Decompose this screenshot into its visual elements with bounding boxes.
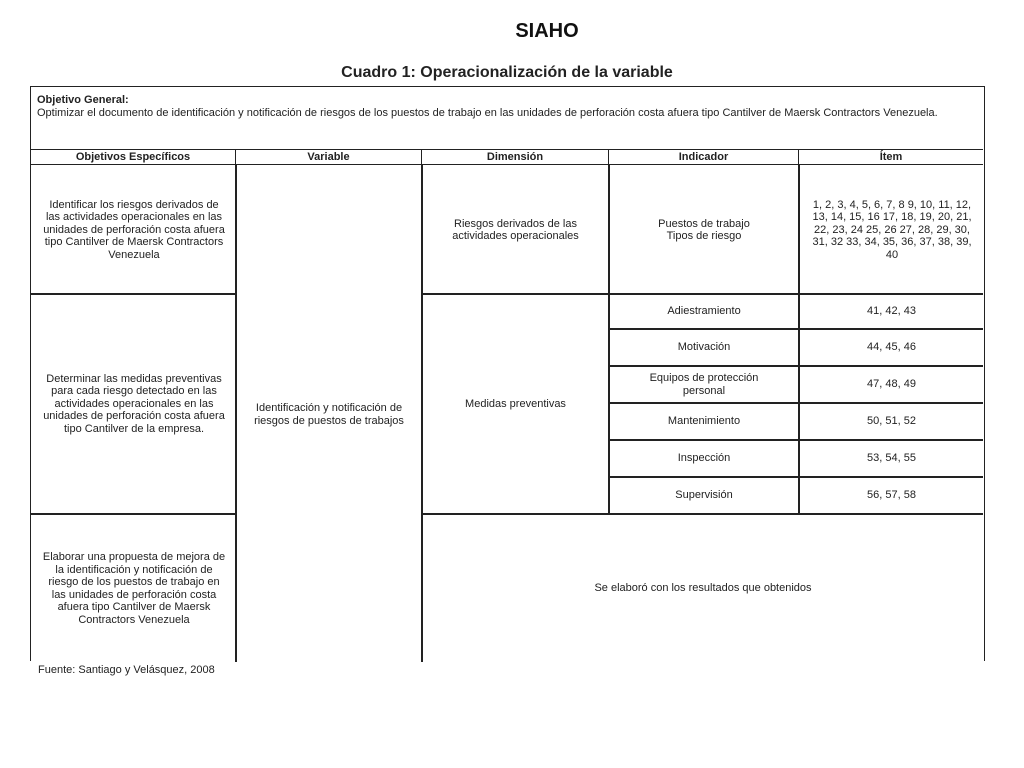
items-inspection: 53, 54, 55 xyxy=(867,452,916,465)
items-supervision: 56, 57, 58 xyxy=(867,489,916,502)
indicator-risks xyxy=(610,167,798,293)
general-objective-label: Objetivo General: xyxy=(37,94,129,106)
indicator-maintenance: Mantenimiento xyxy=(667,415,741,428)
specific-objective-1: Identificar los riesgos derivados de las actividades operacionales en las unidades de perforación costa afuera tipo Cantilver de Maersk Contractors Venezuela xyxy=(43,198,225,261)
items-motivation: 44, 45, 46 xyxy=(867,341,916,354)
header-dimension: Dimensión xyxy=(422,150,609,165)
items-risks: 1, 2, 3, 4, 5, 6, 7, 8 9, 10, 11, 12, 13, 14, 15, 16 17, 18, 19, 20, 21, 22, 23, 24 25, 26 27, 28, 29, 30, 31, 32 33, 34, 35, 36, 37, 38, 39, 40 xyxy=(812,198,972,261)
header-specific-objectives: Objetivos Específicos xyxy=(31,150,236,165)
indicator-inspection: Inspección xyxy=(677,452,731,465)
items-training: 41, 42, 43 xyxy=(867,305,916,318)
indicator-supervision: Supervisión xyxy=(675,489,733,502)
items-protective-equipment: 47, 48, 49 xyxy=(867,378,916,391)
table-source: Fuente: Santiago y Velásquez, 2008 xyxy=(38,664,215,676)
header-item: Ítem xyxy=(799,150,983,165)
merged-note-cell: Se elaboró con los resultados que obtenidos xyxy=(594,582,812,595)
general-objective-text: Optimizar el documento de identificación y notificación de riesgos de los puestos de trabajo en las unidades de perforación costa afuera tipo Cantilver de Maersk Contractors Venezuela. xyxy=(37,106,938,119)
indicator-risk-types: Tipos de riesgo xyxy=(666,230,742,242)
indicator-training: Adiestramiento xyxy=(667,305,741,318)
dimension-preventive: Medidas preventivas xyxy=(465,397,566,410)
header-indicator: Indicador xyxy=(609,150,799,165)
operationalization-table xyxy=(30,86,985,661)
items-maintenance: 50, 51, 52 xyxy=(867,415,916,428)
indicator-motivation: Motivación xyxy=(677,341,731,354)
indicator-protective-equipment: Equipos de protección personal xyxy=(649,372,759,397)
variable-cell: Identificación y notificación de riesgos de puestos de trabajos xyxy=(254,402,404,427)
dimension-risks: Riesgos derivados de las actividades operacionales xyxy=(452,217,579,242)
table-caption: Cuadro 1: Operacionalización de la variable xyxy=(341,64,673,81)
slide-title: SIAHO xyxy=(515,20,579,42)
general-objective-cell xyxy=(31,87,983,150)
specific-objective-2: Determinar las medidas preventivas para cada riesgo detectado en las actividades operacionales en las unidades de perforación costa afuera tipo Cantilver de la empresa. xyxy=(43,372,225,435)
header-variable: Variable xyxy=(236,150,422,165)
specific-objective-3: Elaborar una propuesta de mejora de la identificación y notificación de riesgo de los puestos de trabajo en las unidades de perforación costa afuera tipo Cantilver de Maersk Contractors Venezuela xyxy=(42,551,226,626)
indicator-job-positions: Puestos de trabajo xyxy=(658,217,750,230)
